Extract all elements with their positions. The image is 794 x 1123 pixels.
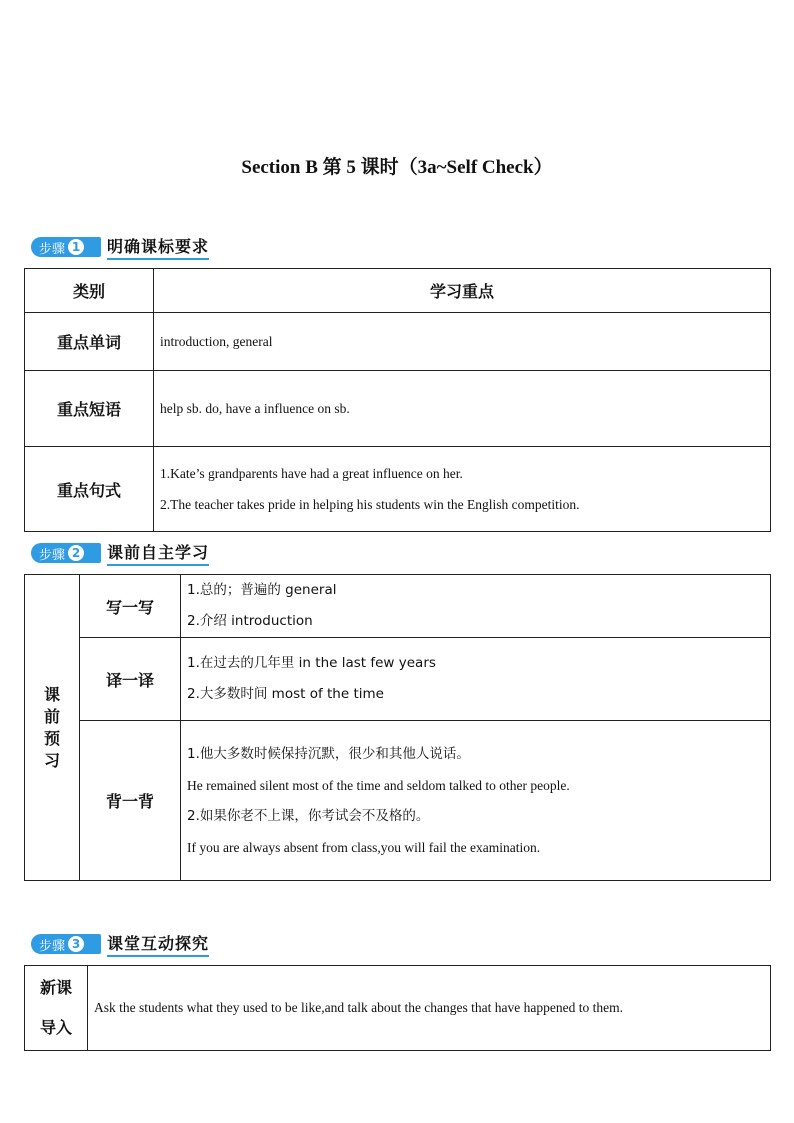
step-2-badge (31, 543, 101, 563)
step-3-header (31, 933, 209, 955)
content-line: 1.总的；普遍的 general (187, 582, 337, 598)
step-3-badge (31, 934, 101, 954)
step-badge-label: 步骤 (39, 241, 66, 257)
content-line: 2.介绍 introduction (187, 613, 313, 629)
page-title: Section B 第 5 课时（3a~Self Check） (241, 157, 553, 178)
table-row (25, 371, 771, 447)
content-line: He remained silent most of the time and seldom talked to other people. (187, 777, 570, 793)
table-row (25, 313, 771, 371)
content-line: 1.Kate’s grandparents have had a great influence on her. (160, 466, 463, 481)
row-content: Ask the students what they used to be like,and talk about the changes that have happened to them. (88, 966, 771, 1051)
table-row (25, 721, 771, 881)
label-line: 新课 (39, 978, 72, 997)
row-label: 重点句式 (25, 447, 154, 532)
row-label: 译一译 (80, 638, 181, 721)
content-line: 1.在过去的几年里 in the last few years (187, 655, 436, 671)
content-line: 2.大多数时间 most of the time (187, 686, 384, 702)
step-number: 2 (68, 545, 84, 561)
side-label-text: 课前预习 (43, 684, 60, 770)
step-number: 3 (68, 936, 84, 952)
row-content (154, 371, 771, 447)
step-number: 1 (68, 239, 84, 255)
content-line: 2.The teacher takes pride in helping his students win the English competition. (160, 497, 580, 512)
content-line: 2.如果你老不上课，你考试会不及格的。 (187, 807, 430, 824)
row-label: 重点短语 (25, 371, 154, 447)
row-content (154, 313, 771, 371)
table-row (25, 966, 771, 1051)
step-title: 明确课标要求 (107, 234, 209, 260)
header-focus: 学习重点 (154, 269, 771, 313)
table-row (25, 447, 771, 532)
row-content (181, 721, 771, 881)
step-1-header (31, 236, 209, 258)
table-row (25, 575, 771, 638)
row-label (25, 966, 88, 1051)
lesson-intro-table (24, 965, 771, 1051)
row-label: 写一写 (80, 575, 181, 638)
content-line: introduction, general (160, 334, 273, 349)
key-points-table (24, 268, 771, 532)
step-title: 课前自主学习 (107, 540, 209, 566)
row-label: 背一背 (80, 721, 181, 881)
table-row (25, 638, 771, 721)
header-category: 类别 (25, 269, 154, 313)
row-content (154, 447, 771, 532)
preview-table (24, 574, 771, 881)
step-title: 课堂互动探究 (107, 931, 209, 957)
table-header-row (25, 269, 771, 313)
row-label: 重点单词 (25, 313, 154, 371)
content-line: help sb. do, have a influence on sb. (160, 401, 350, 416)
row-content (181, 638, 771, 721)
step-2-header (31, 542, 209, 564)
step-badge-label: 步骤 (39, 547, 66, 563)
content-line: 1.他大多数时候保持沉默，很少和其他人说话。 (187, 745, 470, 762)
step-1-badge (31, 237, 101, 257)
content-line: If you are always absent from class,you will fail the examination. (187, 839, 541, 855)
side-label (25, 575, 80, 881)
step-badge-label: 步骤 (39, 938, 66, 954)
label-line: 导入 (39, 1018, 72, 1037)
row-content (181, 575, 771, 638)
